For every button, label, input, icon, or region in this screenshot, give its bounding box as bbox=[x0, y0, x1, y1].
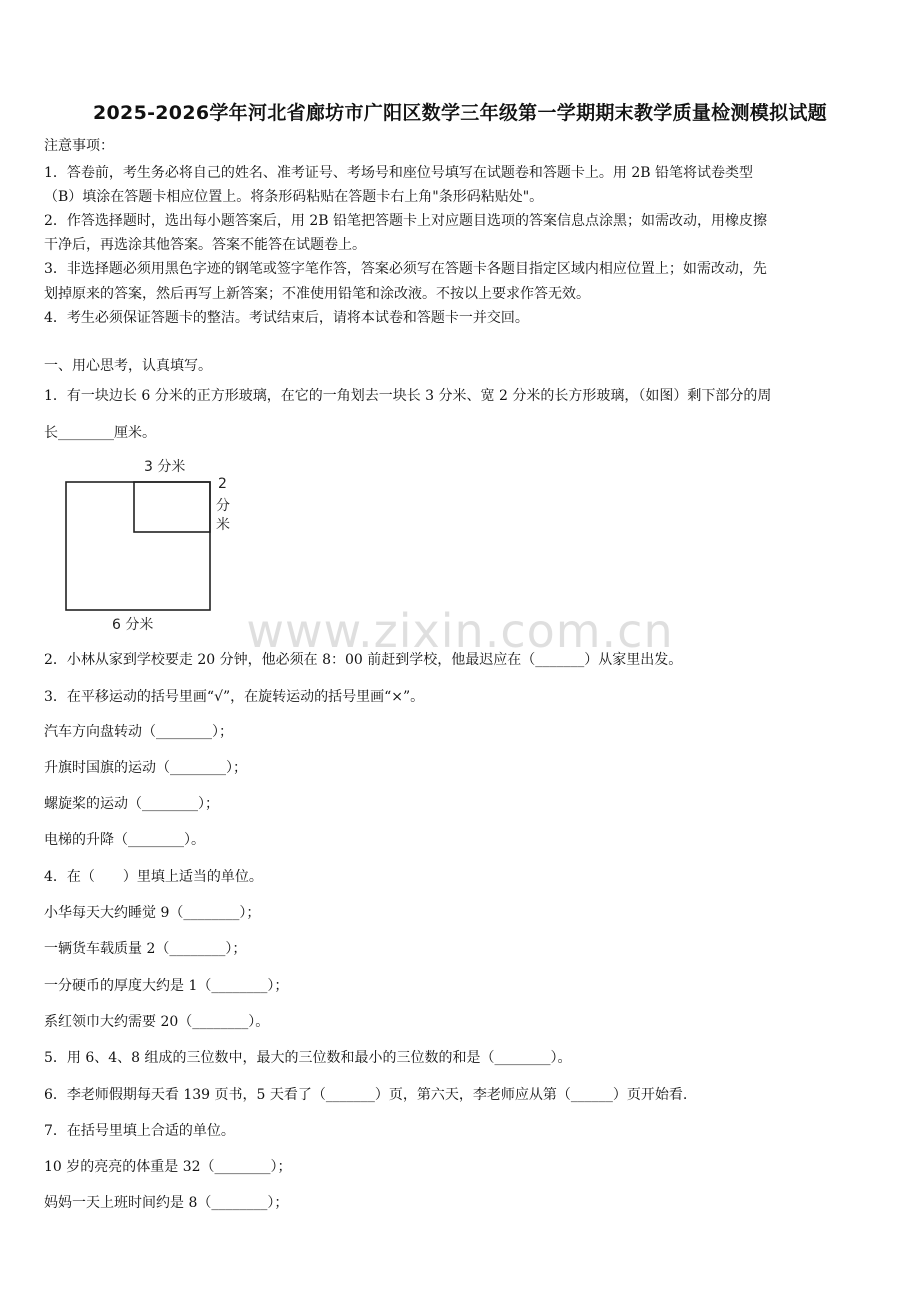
q3-stem: 3．在平移运动的括号里画“√”，在旋转运动的括号里画“×”。 bbox=[44, 689, 425, 705]
q6: 6．李老师假期每天看 139 页书，5 天看了（_______）页，第六天，李老师应从第（______）页开始看. bbox=[44, 1087, 688, 1103]
section-heading: 一、用心思考，认真填写。 bbox=[44, 358, 212, 374]
notice-item-1-line-1: 1．答卷前，考生务必将自己的姓名、准考证号、考场号和座位号填写在试题卷和答题卡上。用 2B 铅笔将试卷类型 bbox=[44, 165, 753, 181]
q7-item-a: 10 岁的亮亮的体重是 32（________）； bbox=[44, 1159, 292, 1175]
q4-item-c: 一分硬币的厚度大约是 1（________）； bbox=[44, 978, 289, 994]
notice-item-3-line-1: 3．非选择题必须用黑色字迹的钢笔或签字笔作答，答案必须写在答题卡各题目指定区域内相应位置上；如需改动，先 bbox=[44, 261, 767, 277]
q4-item-b: 一辆货车载质量 2（________）； bbox=[44, 941, 247, 957]
figure-label-right-2: 分 bbox=[216, 498, 230, 514]
notice-heading: 注意事项： bbox=[44, 138, 114, 154]
notice-item-3-line-2: 划掉原来的答案，然后再写上新答案；不准使用铅笔和涂改液。不按以上要求作答无效。 bbox=[44, 286, 590, 302]
q2: 2．小林从家到学校要走 20 分钟，他必须在 8：00 前赶到学校，他最迟应在（_______）从家里出发。 bbox=[44, 652, 683, 668]
q3-item-b: 升旗时国旗的运动（________）； bbox=[44, 760, 247, 776]
figure-label-right-1: 2 bbox=[218, 476, 227, 492]
q3-item-a: 汽车方向盘转动（________）； bbox=[44, 724, 233, 740]
notice-item-2-line-2: 干净后，再选涂其他答案。答案不能答在试题卷上。 bbox=[44, 237, 366, 253]
q4-item-a: 小华每天大约睡觉 9（________）； bbox=[44, 905, 261, 921]
q1-line-2: 长________厘米。 bbox=[44, 425, 156, 441]
q3-item-c: 螺旋桨的运动（________）； bbox=[44, 796, 219, 812]
q7-stem: 7．在括号里填上合适的单位。 bbox=[44, 1123, 235, 1139]
notice-item-2-line-1: 2．作答选择题时，选出每小题答案后，用 2B 铅笔把答题卡上对应题目选项的答案信息点涂黑；如需改动，用橡皮擦 bbox=[44, 213, 767, 229]
q1-line-1: 1．有一块边长 6 分米的正方形玻璃，在它的一角划去一块长 3 分米、宽 2 分米的长方形玻璃，（如图）剩下部分的周 bbox=[44, 388, 772, 404]
notice-item-4: 4．考生必须保证答题卡的整洁。考试结束后，请将本试卷和答题卡一并交回。 bbox=[44, 310, 529, 326]
q7-item-b: 妈妈一天上班时间约是 8（________）； bbox=[44, 1195, 289, 1211]
figure-label-right-3: 米 bbox=[216, 517, 230, 533]
page-title: 2025-2026学年河北省廊坊市广阳区数学三年级第一学期期末教学质量检测模拟试题 bbox=[93, 102, 827, 124]
watermark: www.zixin.com.cn bbox=[246, 604, 674, 658]
q4-stem: 4．在（ ）里填上适当的单位。 bbox=[44, 869, 263, 885]
q3-item-d: 电梯的升降（________）。 bbox=[44, 832, 205, 848]
q4-item-d: 系红领巾大约需要 20（________）。 bbox=[44, 1014, 270, 1030]
q5: 5．用 6、4、8 组成的三位数中，最大的三位数和最小的三位数的和是（________）。 bbox=[44, 1050, 572, 1066]
figure-label-bottom: 6 分米 bbox=[112, 617, 154, 633]
figure-label-top: 3 分米 bbox=[144, 459, 186, 475]
notice-item-1-line-2: （B）填涂在答题卡相应位置上。将条形码粘贴在答题卡右上角"条形码粘贴处"。 bbox=[44, 189, 544, 205]
